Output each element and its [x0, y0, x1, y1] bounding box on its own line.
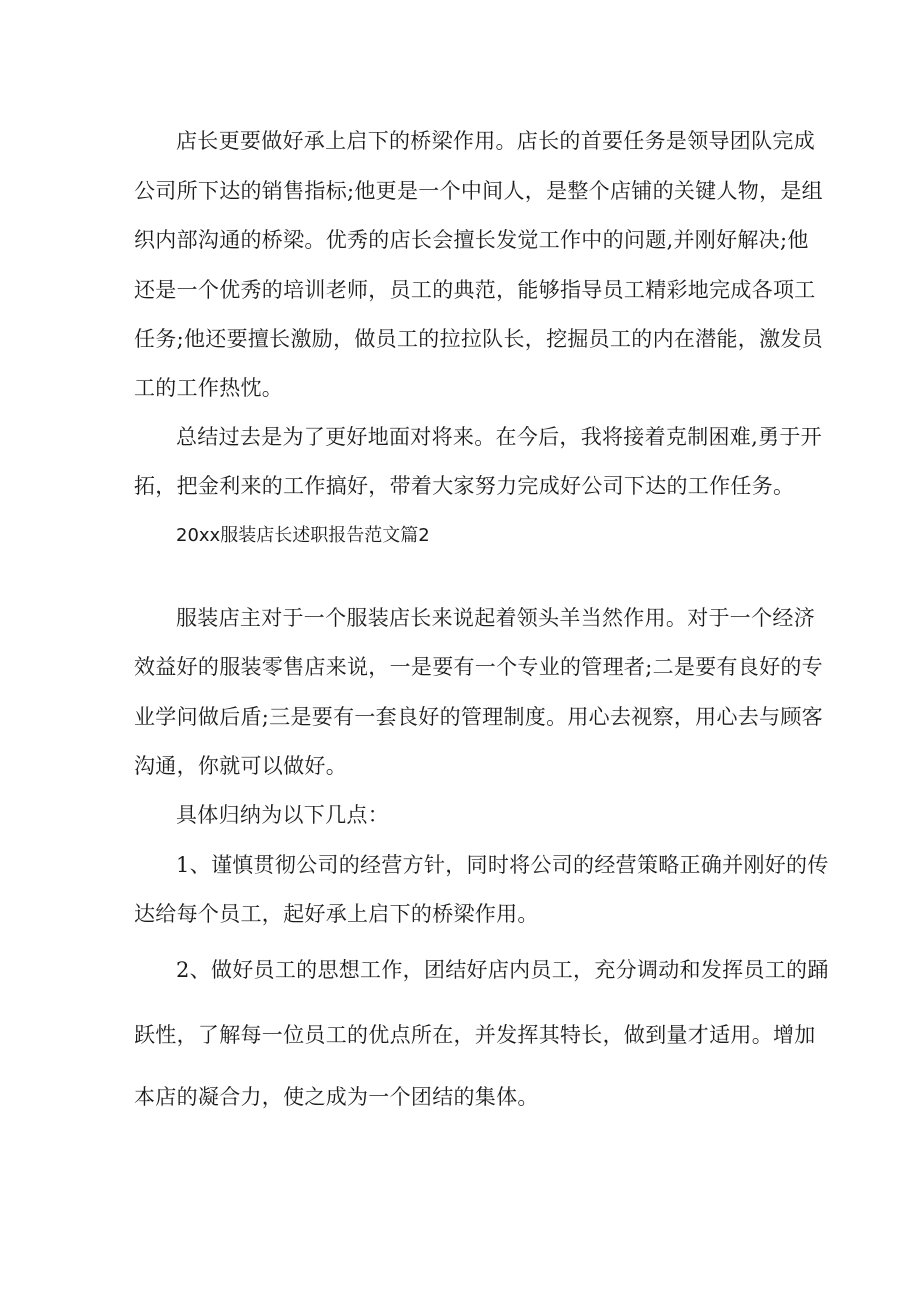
paragraph-5-line-2: 达给每个员工，起好承上启下的桥梁作用。 — [134, 902, 539, 926]
paragraph-2-line-1: 总结过去是为了更好地面对将来。在今后，我将接着克制困难,勇于开 — [176, 425, 822, 449]
section-heading: 20xx服装店长述职报告范文篇2 — [176, 525, 430, 546]
paragraph-6-line-2: 跃性，了解每一位员工的优点所在，并发挥其特长，做到量才适用。增加 — [134, 1023, 816, 1047]
paragraph-1-line-6: 工的工作热忱。 — [134, 376, 284, 400]
paragraph-6-line-3: 本店的凝合力，使之成为一个团结的集体。 — [134, 1085, 539, 1109]
paragraph-3-line-4: 沟通，你就可以做好。 — [134, 754, 347, 778]
paragraph-1-line-3: 织内部沟通的桥梁。优秀的店长会擅长发觉工作中的问题,并刚好解决;他 — [134, 228, 809, 252]
paragraph-1-line-2: 公司所下达的销售指标;他更是一个中间人，是整个店铺的关键人物，是组 — [134, 179, 823, 203]
paragraph-6-line-1: 2、做好员工的思想工作，团结好店内员工，充分调动和发挥员工的踊 — [176, 958, 829, 982]
paragraph-3-line-3: 业学问做后盾;三是要有一套良好的管理制度。用心去视察，用心去与顾客 — [134, 705, 823, 729]
paragraph-1-line-4: 还是一个优秀的培训老师，员工的典范，能够指导员工精彩地完成各项工 — [134, 278, 816, 302]
paragraph-2-line-2: 拓，把金利来的工作搞好，带着大家努力完成好公司下达的工作任务。 — [134, 474, 795, 498]
paragraph-4-line-1: 具体归纳为以下几点： — [176, 803, 389, 827]
paragraph-1-line-1: 店长更要做好承上启下的桥梁作用。店长的首要任务是领导团队完成 — [176, 129, 815, 153]
paragraph-3-line-2: 效益好的服装零售店来说，一是要有一个专业的管理者;二是要有良好的专 — [134, 655, 823, 679]
paragraph-5-line-1: 1、谨慎贯彻公司的经营方针，同时将公司的经营策略正确并刚好的传 — [176, 853, 829, 877]
paragraph-1-line-5: 任务;他还要擅长激励，做员工的拉拉队长，挖掘员工的内在潜能，激发员 — [134, 327, 823, 351]
paragraph-3-line-1: 服装店主对于一个服装店长来说起着领头羊当然作用。对于一个经济 — [176, 606, 815, 630]
